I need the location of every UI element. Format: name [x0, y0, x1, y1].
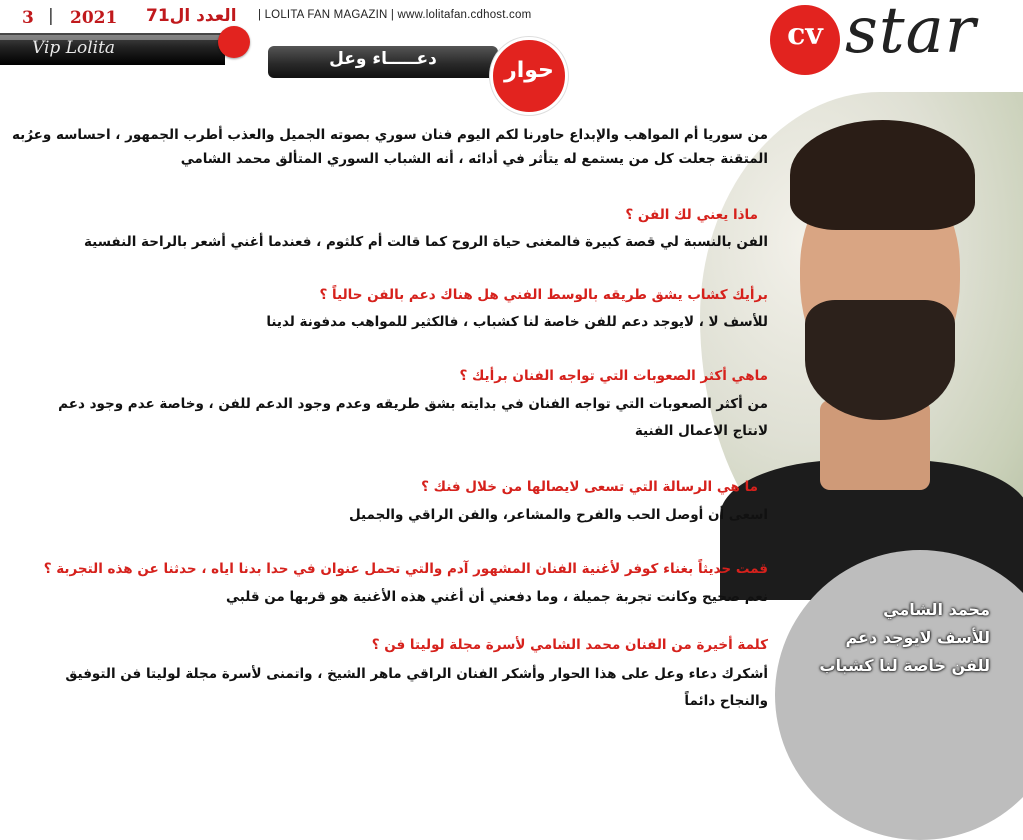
answer-3: من أكثر الصعوبات التي تواجه الفنان في بدايته بشق طريقه وعدم وجود الدعم للفن ، وخاصة عدم وجود دعم — [58, 396, 768, 412]
red-dot-decoration — [218, 26, 250, 58]
photo-hair-shape — [790, 120, 975, 230]
answer-6: أشكرك دعاء وعل على هذا الحوار وأشكر الفنان الراقي ماهر الشيخ ، واتمنى لأسرة مجلة لوليتا فن التوفيق — [65, 666, 768, 682]
question-2: برأيك كشاب يشق طريقه بالوسط الفني هل هناك دعم بالفن حالياً ؟ — [319, 287, 768, 303]
answer-2: للأسف لا ، لايوجد دعم للفن خاصة لنا كشباب ، فالكثير للمواهب مدفونة لدينا — [266, 314, 768, 330]
issue-year: 2021 — [70, 8, 118, 28]
question-6: كلمة أخيرة من الفنان محمد الشامي لأسرة مجلة لوليتا فن ؟ — [371, 637, 768, 653]
pull-quote-line: للأسف لايوجد دعم — [845, 628, 990, 647]
answer-1: الفن بالنسبة لي قصة كبيرة فالمغنى حياة الروح كما قالت أم كلثوم ، فعندما أغني أشعر بالراحة النفسية — [84, 234, 768, 250]
header-separator: | — [48, 6, 54, 26]
answer-4: اسعى أن أوصل الحب والفرح والمشاعر، والفن الراقي والجميل — [349, 507, 768, 523]
question-1: ماذا يعني لك الفن ؟ — [625, 207, 758, 223]
question-5: قمت حديثاً بغناء كوفر لأغنية الفنان المشهور آدم والتي تحمل عنوان في حدا بدنا اياه ، حدثنا عن هذه التجربة ؟ — [43, 561, 768, 577]
magazine-name-url: | LOLITA FAN MAGAZIN | www.lolitafan.cdhost.com — [258, 9, 532, 21]
intro-paragraph: من سوريا أم المواهب والإبداع حاورنا لكم اليوم فنان سوري بصوته الجميل والعذب أطرب الجمهور ، احساسه وعرُبه المتقنة جعلت كل من يستمع له يتأثر في أدائه ، أنه الشباب السوري المتألق محمد الشامي — [11, 127, 768, 167]
logo-star-text: star — [845, 0, 977, 68]
pull-quote-line: محمد الشامي — [883, 600, 990, 619]
interviewer-name: دعـــــاء وعل — [329, 49, 437, 69]
pull-quote-line: للفن خاصة لنا كشباب — [819, 656, 990, 675]
logo-cv-text: cv — [787, 17, 823, 52]
question-4: ما هي الرسالة التي تسعى لايصالها من خلال فنك ؟ — [421, 479, 758, 495]
answer-5: نعم صحيح وكانت تجربة جميلة ، وما دفعني أن أغني هذه الأغنية هو قربها من قلبي — [226, 589, 768, 605]
section-tag-label: حوار — [504, 58, 554, 83]
vip-label: Vip Lolita — [32, 38, 116, 58]
question-3: ماهي أكثر الصعوبات التي تواجه الفنان برأيك ؟ — [459, 368, 768, 384]
pull-quote — [780, 596, 990, 680]
photo-beard-shape — [805, 300, 955, 420]
page-number: 3 — [22, 8, 34, 28]
issue-number: العدد ال71 — [146, 6, 237, 26]
answer-3-cont: لانتاج الاعمال الفنية — [634, 423, 768, 439]
answer-6-cont: والنجاح دائماً — [684, 693, 768, 709]
